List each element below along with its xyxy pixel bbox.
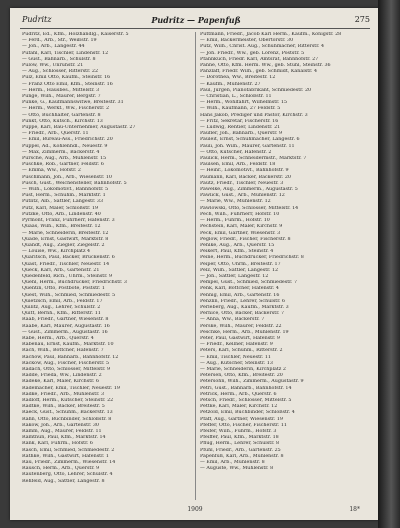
directory-entry: Punke, G., Kaufmannswitwe, Breitestr. 31 xyxy=(22,100,124,106)
header-rule xyxy=(20,28,370,29)
directory-entry: Radde, Frieda, Ww., Lindenstr. 2 xyxy=(22,373,102,379)
directory-entry: Radloff, Herm., Kutscher, Steinstr. 22 xyxy=(22,397,114,403)
footer-signature: 18* xyxy=(349,506,360,513)
directory-entry: Radach, Otto, Schlosser, Mittelstr. 9 xyxy=(22,366,111,372)
directory-entry: Rabenau, Ernst, Kaufm., Marktstr. 10 xyxy=(22,342,114,348)
directory-entry: Paulick, Herm., Schneidermstr., Marktstr. 7 xyxy=(200,156,307,162)
directory-entry: Pfannkuch, Friedr. Karl, Amtsrat, Bahnhofstr. 27 xyxy=(200,56,319,62)
directory-entry: Pfaff, Aug., Gärtner, Wiesenstr. 19 xyxy=(200,416,283,422)
directory-entry: — Otto, Kutscher, Hafenstr. 2 xyxy=(200,149,272,155)
directory-entry: Peck, Emil, Gärtner, Wiesenstr. 3 xyxy=(200,230,281,236)
directory-entry: Quade, Ernst, Gastwirt, Marktstr. 8 xyxy=(22,236,109,242)
directory-entry: Pettke, Karl, Maler, Kirchstr. 12 xyxy=(200,404,278,410)
directory-entry: Pulow, Ww., Unruhstr. 21 xyxy=(22,63,84,69)
directory-entry: — Ferd., Arb., Str., Weißstr. 19 xyxy=(22,38,97,44)
directory-entry: Penzlin, Friedr., Lehrer, Schulstr. 6 xyxy=(200,298,286,304)
directory-entry: — Gust., Bahnarb., Schulstr. 8 xyxy=(22,56,96,62)
directory-entry: Rathke, Wilh., Gastwirt, Hafenstr. 1 xyxy=(22,453,109,459)
directory-entry: Rasch, Emil, Schmied, Schmiedestr. 2 xyxy=(22,447,115,453)
directory-entry: — Dorothea, Ww., Breitestr. 12 xyxy=(200,75,276,81)
directory-entry: — Christian, L., Schloßstr. 11 xyxy=(200,94,272,100)
directory-entry: Ramthun, Paul, Kfm., Marktstr. 14 xyxy=(22,435,106,441)
directory-entry: Pautz, Friedr., Tischler, Neuestr. 3 xyxy=(200,180,284,186)
directory-entry: Pauleit, Ernst, Schuhmacher, Langestr. 6 xyxy=(200,137,300,143)
directory-entry: Panzlaff, Friedr. Wilh., geb. Schmidt, Kanalstr. 4 xyxy=(200,69,318,75)
directory-entry: Quilitz, Aug., Lehrer, Schulstr. 2 xyxy=(22,304,101,310)
directory-entry: — Friedr., Kellner, Hafenstr. 9 xyxy=(200,342,273,348)
directory-entry: Pawelke, Aug., Zimmerm., Augustastr. 5 xyxy=(200,187,298,193)
page-number: 275 xyxy=(354,15,370,24)
directory-entry: Papenfuß, Karl, Arb., Mühlenstr. 8 xyxy=(200,453,284,459)
directory-entry: Pech, Wilh., Fuhrherr, Hofstr. 10 xyxy=(200,211,280,217)
header-left: Pudritz xyxy=(22,15,52,24)
directory-entry: — Emil, Büreau-Ass., Friedrichstr. 20 xyxy=(22,137,113,143)
page-header xyxy=(20,15,372,27)
page-footer xyxy=(10,506,380,516)
directory-entry: Pechstein, Karl, Maler, Kirchstr. 9 xyxy=(200,224,283,230)
directory-entry: — Auguste, Ww., Mühlenstr. 8 xyxy=(200,466,274,472)
directory-entry: Pudritz, Ed., Kfm., Holzhandlg., Kaiserstr. 5 xyxy=(22,32,129,37)
directory-entry: Peikert, Paul, Kfm., Steinstr. 4 xyxy=(200,249,274,255)
directory-entry: Pauli, Joh. Wilh., Maurer, Gartenstr. 11 xyxy=(200,143,295,149)
directory-entry: Rachow, Paul, Bahnarb., Bahnhofstr. 12 xyxy=(22,354,119,360)
directory-entry: — Heinr., Lokomotivf., Bahnhofstr. 9 xyxy=(200,168,289,174)
directory-entry: Penk, Karl, Böttcher, Hafenstr. 4 xyxy=(200,286,279,292)
directory-entry: Rau, Friedr., Zimmerm., Wiesenstr. 14 xyxy=(22,460,116,466)
directory-entry: — Marie, Ww., Mühlenstr. 12 xyxy=(200,199,271,205)
directory-entry: Pehlke, Aug., Arb., Querstr. 15 xyxy=(200,242,275,248)
directory-entry: Pufahl, Karl, Tischler, Lindenstr. 12 xyxy=(22,50,109,56)
directory-entry: — Aug., Schlosser, Ritterstr. 22 xyxy=(22,69,99,75)
directory-entry: Rackow, Aug., Fischer, Fischerstr. 5 xyxy=(22,360,110,366)
directory-entry: Petrick, Herm., Arb., Querstr. 6 xyxy=(200,391,277,397)
directory-entry: Pursche, Aug., Arb., Mühlenstr. 15 xyxy=(22,156,107,162)
directory-entry: Peiper, Otto, Uhrm., Breitestr. 17 xyxy=(200,261,281,267)
directory-entry: Quaritsch, Paul, Bäcker, Brückenstr. 6 xyxy=(22,255,115,261)
footer-year: 1909 xyxy=(187,506,203,513)
right-column xyxy=(200,32,372,502)
directory-entry: Raab, Friedr., Gärtner, Wiesenstr. 8 xyxy=(22,317,109,323)
directory-entry: Quehl, Herm., Buchdrucker, Friedrichstr. 3 xyxy=(22,280,127,286)
directory-entry: Puschke, Rob., Gärtner, Feldstr. 6 xyxy=(22,162,104,168)
directory-entry: — Ludwig, Rentier, Lindenstr. 21 xyxy=(200,125,281,131)
directory-entry: Putz, Wilh., Christ. Aug., Schuhmacher, Ritterstr. 4 xyxy=(200,44,325,50)
directory-entry: Rehfeld, Aug., Sattler, Langestr. 8 xyxy=(22,478,105,484)
directory-entry: — Kaufm., Mühlenstr. 27 xyxy=(200,81,261,87)
directory-entry: Queck, Karl, Arb., Gartenstr. 21 xyxy=(22,267,100,273)
directory-entry: Pfuhl, Friedr., Arb., Gartenstr. 25 xyxy=(200,447,281,453)
directory-entry: — Wilh., Lokomotivf., Bahnhofstr. 5 xyxy=(22,187,109,193)
directory-entry: Perske, Wilh., Maurer, Feldstr. 22 xyxy=(200,323,282,329)
directory-entry: Quaas, Wilh., Kfm., Breitestr. 12 xyxy=(22,224,101,230)
directory-entry: — Emil, Bäckermeister, Obertorstr. 30 xyxy=(200,38,294,44)
directory-entry: — Marie, Schneiderin, Breitestr. 12 xyxy=(22,230,109,236)
directory-entry: — Louise, Ww., Kirchplatz 4 xyxy=(22,249,91,255)
directory-entry: — Emma, Ww., Hofstr. 2 xyxy=(22,168,81,174)
directory-entry: Quest, Wilh., Schmied, Schmiedestr. 5 xyxy=(22,292,116,298)
directory-entry: Puppel, Ad., Kohlenhdl., Neuestr. 9 xyxy=(22,143,108,149)
directory-entry: Putlitz, Alb., Sattler, Langestr. 33 xyxy=(22,199,104,205)
directory-entry: Paul, Jürgen, Pianofabrikant, Schmiedestr. 20 xyxy=(200,87,312,93)
directory-entry: Pfeiffer, Paul, Kfm., Marktstr. 18 xyxy=(200,435,279,441)
directory-entry: Peters, Karl, Schuhm., Ritterstr. 2 xyxy=(200,348,283,354)
directory-entry: — Franz Otto Emil, Kfm., Steinstr. 16 xyxy=(22,81,113,87)
directory-entry: Pfeffer, Otto, Fischer, Fischerstr. 11 xyxy=(200,422,287,428)
directory-entry: — Aug., Kutscher, Steinstr. 13 xyxy=(200,360,273,366)
directory-entry: — Max, Zimmerm., Bäckerstr. 4 xyxy=(22,149,100,155)
book-edge xyxy=(378,0,400,528)
directory-entry: Peglow, Friedr., Fischer, Fischerstr. 8 xyxy=(200,236,291,242)
directory-entry: Pawlowski, Otto, Schlosser, Mittelstr. 14 xyxy=(200,205,299,211)
directory-entry: Pust, Herm., Schuhm., Marktstr. 1 xyxy=(22,193,106,199)
directory-entry: Quitt, Bernh., Kfm., Ritterstr. 11 xyxy=(22,311,101,317)
directory-entry: Puttmann, Friedr., Jacob Karl Herm., Kaufm., Königstr. 28 xyxy=(200,32,342,37)
directory-entry: Petsch, Friedr., Schlosser, Mittelstr. 5 xyxy=(200,397,292,403)
directory-entry: Pelz, Wilh., Sattler, Langestr. 12 xyxy=(200,267,279,273)
directory-entry: Paulsen, Emil, Arb., Feldstr. 18 xyxy=(200,162,276,168)
directory-entry: Ramm, Aug., Maurer, Feldstr. 11 xyxy=(22,429,102,434)
directory-entry: Radke, Friedr., Arb., Mühlenstr. 3 xyxy=(22,391,105,397)
directory-entry: Puppe, Karl, Bau-Unternehmer, Augustastr. 27 xyxy=(22,125,136,131)
directory-entry: Puschmann, Joh., Arb., Wiesenstr. 10 xyxy=(22,174,112,180)
directory-entry: Rautenberg, Otto, Lehrer, Schulstr. 4 xyxy=(22,472,113,478)
directory-entry: Radtke, Wilh., Bäcker, Breitestr. 5 xyxy=(22,404,105,410)
directory-entry: Petri, Gust., Bahnarb., Bahnhofstr. 14 xyxy=(200,385,292,391)
directory-entry: Quandt, Aug., Ziegler, Ziegelstr. 2 xyxy=(22,242,105,248)
left-column xyxy=(22,32,194,502)
directory-entry: — Anna, Ww., Bäckerstr. 7 xyxy=(200,317,265,323)
directory-entry: Quietzsch, Emil, Arb., Feldstr. 17 xyxy=(22,298,103,304)
directory-entry: Peter, Paul, Gastwirt, Hafenstr. 9 xyxy=(200,335,280,341)
directory-entry: Raabe, Karl, Maurer, Augustastr. 16 xyxy=(22,323,110,329)
directory-entry: — Emil, Tischler, Neuestr. 11 xyxy=(200,354,271,360)
directory-entry: Quentin, Otto, Postbote, Poststr. 1 xyxy=(22,286,105,292)
directory-entry: Punkt, Otto, Kutsch., Kirchstr. 13 xyxy=(22,118,103,124)
directory-entry: Paufler, Joh., Bahnarb., Querstr. 9 xyxy=(200,131,283,137)
directory-entry: — Otto, Buchhalter, Gartenstr. 8 xyxy=(22,112,101,118)
directory-entry: Rahn, Otto, Buchbinder, Schloßstr. 8 xyxy=(22,416,112,422)
directory-entry: — Joh., Arb., Langestr. 44 xyxy=(22,44,85,50)
directory-entry: — Marie, Schneiderin, Kirchplatz 2 xyxy=(200,366,286,372)
directory-entry: Petersen, Otto, Kfm., Breitestr. 20 xyxy=(200,373,283,379)
directory-entry: Hans Jakob, Prediger und Pastor, Kirchstr. 3 xyxy=(200,112,308,118)
directory-entry: Rakow, Joh., Arb., Gartenstr. 30 xyxy=(22,422,99,428)
directory-entry: — Fritz, Sekretär, Fischerstr. 16 xyxy=(200,118,279,124)
directory-entry: Pennig, Emil, Arb., Gartenstr. 16 xyxy=(200,292,280,298)
directory-entry: — Joh. Friedr., Ww., geb. Lorenz, Poststr. 5 xyxy=(200,50,305,56)
directory-entry: Rabe, Herm., Arb., Querstr. 4 xyxy=(22,335,94,341)
directory-entry: Pfeifer, Wilh., Fuhrm., Hofstr. 3 xyxy=(200,429,277,434)
directory-entry: Pawlick, Gust., Arb., Mühlenstr. 12 xyxy=(200,193,285,199)
directory-entry: Paumann, Karl, Bäcker, Bäckerstr. 20 xyxy=(200,174,291,180)
directory-entry: Peschke, Herm., Arb., Mühlenstr. 19 xyxy=(200,329,289,335)
directory-entry: — Joh., Sattler, Langestr. 12 xyxy=(200,273,269,279)
directory-entry: Pyrmont, Franz, Fuhrherr, Hafenstr. 3 xyxy=(22,218,115,224)
directory-page xyxy=(10,8,380,520)
directory-entry: — Wilh., Kaufmann, 27 Feldstr. 5 xyxy=(200,106,281,112)
directory-entry: — Gust., Zimmerm., Augustastr. 16 xyxy=(22,329,108,335)
directory-entry: Pflug, Herm., Lehrer, Schulstr. 8 xyxy=(200,441,280,447)
directory-entry: — Emil, Arb., Mühlenstr. 8 xyxy=(200,460,265,466)
directory-entry: Raeck, Gust., Schuhm., Bäckerstr. 13 xyxy=(22,410,113,416)
column-divider xyxy=(195,32,196,500)
header-title: Pudritz — Papenfuß xyxy=(151,15,241,25)
directory-entry: — Friedr., Arb., Querstr. 11 xyxy=(22,131,89,137)
directory-entry: — Herm., Fuhrm., Hofstr. 10 xyxy=(200,218,270,224)
directory-entry: Pempel, Gust., Schmied, Schmiedestr. 7 xyxy=(200,280,298,286)
directory-entry: — Herm., Hausbes., Mittelstr. 3 xyxy=(22,87,100,93)
directory-entry: Quast, Friedr., Tischler, Neuestr. 14 xyxy=(22,261,110,267)
directory-entry: Petersohn, Wilh., Zimmerm., Augustastr. 9 xyxy=(200,379,304,385)
directory-entry: Putz, Karl, Maler, Schloßstr. 19 xyxy=(22,205,99,211)
directory-entry: Putzke, Otto, Arb., Lindenstr. 40 xyxy=(22,211,101,217)
directory-entry: Pusch, Gust., Weichensteller, Bahnhofstr. 5 xyxy=(22,180,127,186)
directory-entry: Quedenfeld, Rich., Uhrm., Steinstr. 9 xyxy=(22,273,113,279)
directory-entry: Rademacher, Emil, Tischler, Neuestr. 19 xyxy=(22,385,120,391)
directory-entry: Petzold, Emil, Buchbinder, Schloßstr. 4 xyxy=(200,410,295,416)
directory-entry: Radeke, Karl, Maler, Kirchstr. 6 xyxy=(22,379,100,385)
directory-entry: Pulz, Emil Otto, Kaufm., Steinstr. 16 xyxy=(22,75,111,81)
directory-entry: Rank, Karl, Fuhrm., Hofstr. 6 xyxy=(22,441,93,447)
directory-entry: Perleberg, Aug., Kaufm., Marktstr. 3 xyxy=(200,304,289,310)
directory-entry: Peine, Herm., Buchdrucker, Friedrichstr. 8 xyxy=(200,255,304,261)
directory-entry: — Herm., Werkf., Ww., Fischerstr. 2 xyxy=(22,106,110,112)
directory-entry: Pernice, Otto, Bäcker, Bäckerstr. 7 xyxy=(200,311,285,317)
directory-entry: Rach, Wilh., Böttcher, Hafenstr. 7 xyxy=(22,348,104,354)
directory-entry: — Herm., Wohlfahrt, Wilhelmstr. 15 xyxy=(200,100,288,106)
directory-entry: Panne, Otto, Kfm. Herm. Ww., geb. Stuhl, Steinstr. 36 xyxy=(200,63,331,69)
directory-entry: Rausch, Herm., Arb., Querstr. 9 xyxy=(22,466,100,472)
directory-entry: Punge, Wilh., Maurer, Bergstr. 7 xyxy=(22,94,101,100)
